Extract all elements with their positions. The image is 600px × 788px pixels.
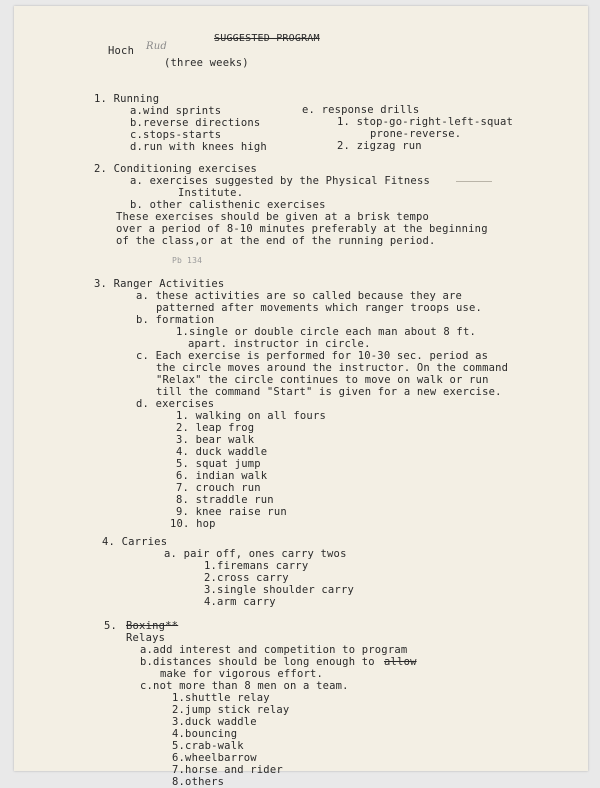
pencil-scribble: Pb 134 (172, 256, 203, 265)
list-item: 5.crab-walk (172, 740, 244, 752)
list-item: 9. knee raise run (176, 506, 287, 518)
list-item: 2. leap frog (176, 422, 255, 434)
text-line: These exercises should be given at a brisk tempo (116, 211, 430, 223)
list-item: 5. squat jump (176, 458, 261, 470)
program-duration: (three weeks) (164, 57, 249, 69)
section-carries-heading: 4. Carries (102, 536, 168, 548)
list-item: 8. straddle run (176, 494, 274, 506)
text-line: d. exercises (136, 398, 215, 410)
list-item: 10. hop (170, 518, 216, 530)
list-item: e. response drills (302, 104, 420, 116)
list-item: 2. zigzag run (337, 140, 422, 152)
text-line: "Relax" the circle continues to move on walk or run (156, 374, 489, 386)
text-line: b. formation (136, 314, 215, 326)
list-item: 3. bear walk (176, 434, 255, 446)
list-item: 6. indian walk (176, 470, 268, 482)
text-line: c. Each exercise is performed for 10-30 sec. period as (136, 350, 489, 362)
list-item: c.stops-starts (130, 129, 222, 141)
list-item: d.run with knees high (130, 141, 267, 153)
list-item: 4. duck waddle (176, 446, 268, 458)
list-item: 7.horse and rider (172, 764, 283, 776)
faint-rule (456, 181, 492, 182)
text-line: the circle moves around the instructor. On the command (156, 362, 509, 374)
section-ranger-heading: 3. Ranger Activities (94, 278, 225, 290)
text-line: a. these activities are so called because they are (136, 290, 463, 302)
text-line: make for vigorous effort. (160, 668, 324, 680)
list-item: 2.cross carry (204, 572, 289, 584)
list-item: 1. walking on all fours (176, 410, 326, 422)
list-item: a.wind sprints (130, 105, 222, 117)
text-line: c.not more than 8 men on a team. (140, 680, 349, 692)
list-item: 3.duck waddle (172, 716, 257, 728)
section-relays-number: 5. (104, 620, 118, 632)
list-item: prone-reverse. (370, 128, 462, 140)
section-relays-heading: Relays (126, 632, 166, 644)
text-line: patterned after movements which ranger troops use. (156, 302, 483, 314)
text-line: apart. instructor in circle. (188, 338, 371, 350)
author-name: Hoch (108, 45, 135, 57)
section-running-heading: 1. Running (94, 93, 160, 105)
list-item: 8.others (172, 776, 225, 788)
text-line: b. other calisthenic exercises (130, 199, 326, 211)
text-line: a. exercises suggested by the Physical Fitness (130, 175, 430, 187)
text-line: till the command "Start" is given for a new exercise. (156, 386, 502, 398)
typed-page (14, 6, 588, 788)
list-item: b.reverse directions (130, 117, 261, 129)
list-item: 4.bouncing (172, 728, 238, 740)
text-line: b.distances should be long enough to (140, 656, 375, 668)
list-item: 1.shuttle relay (172, 692, 270, 704)
handwritten-note: Rud (146, 41, 167, 52)
struck-word: allow (384, 656, 417, 668)
struck-heading: Boxing** (126, 620, 179, 632)
list-item: 2.jump stick relay (172, 704, 290, 716)
text-line: Institute. (178, 187, 244, 199)
list-item: 6.wheelbarrow (172, 752, 257, 764)
list-item: 3.single shoulder carry (204, 584, 354, 596)
list-item: 1.firemans carry (204, 560, 309, 572)
section-conditioning-heading: 2. Conditioning exercises (94, 163, 258, 175)
list-item: 7. crouch run (176, 482, 261, 494)
list-item: 1. stop-go-right-left-squat (337, 116, 514, 128)
text-line: of the class,or at the end of the running period. (116, 235, 436, 247)
text-line: 1.single or double circle each man about 8 ft. (176, 326, 476, 338)
text-line: a.add interest and competition to program (140, 644, 408, 656)
page-title: SUGGESTED PROGRAM (214, 33, 320, 44)
text-line: a. pair off, ones carry twos (164, 548, 347, 560)
list-item: 4.arm carry (204, 596, 276, 608)
text-line: over a period of 8-10 minutes preferably at the beginning (116, 223, 488, 235)
